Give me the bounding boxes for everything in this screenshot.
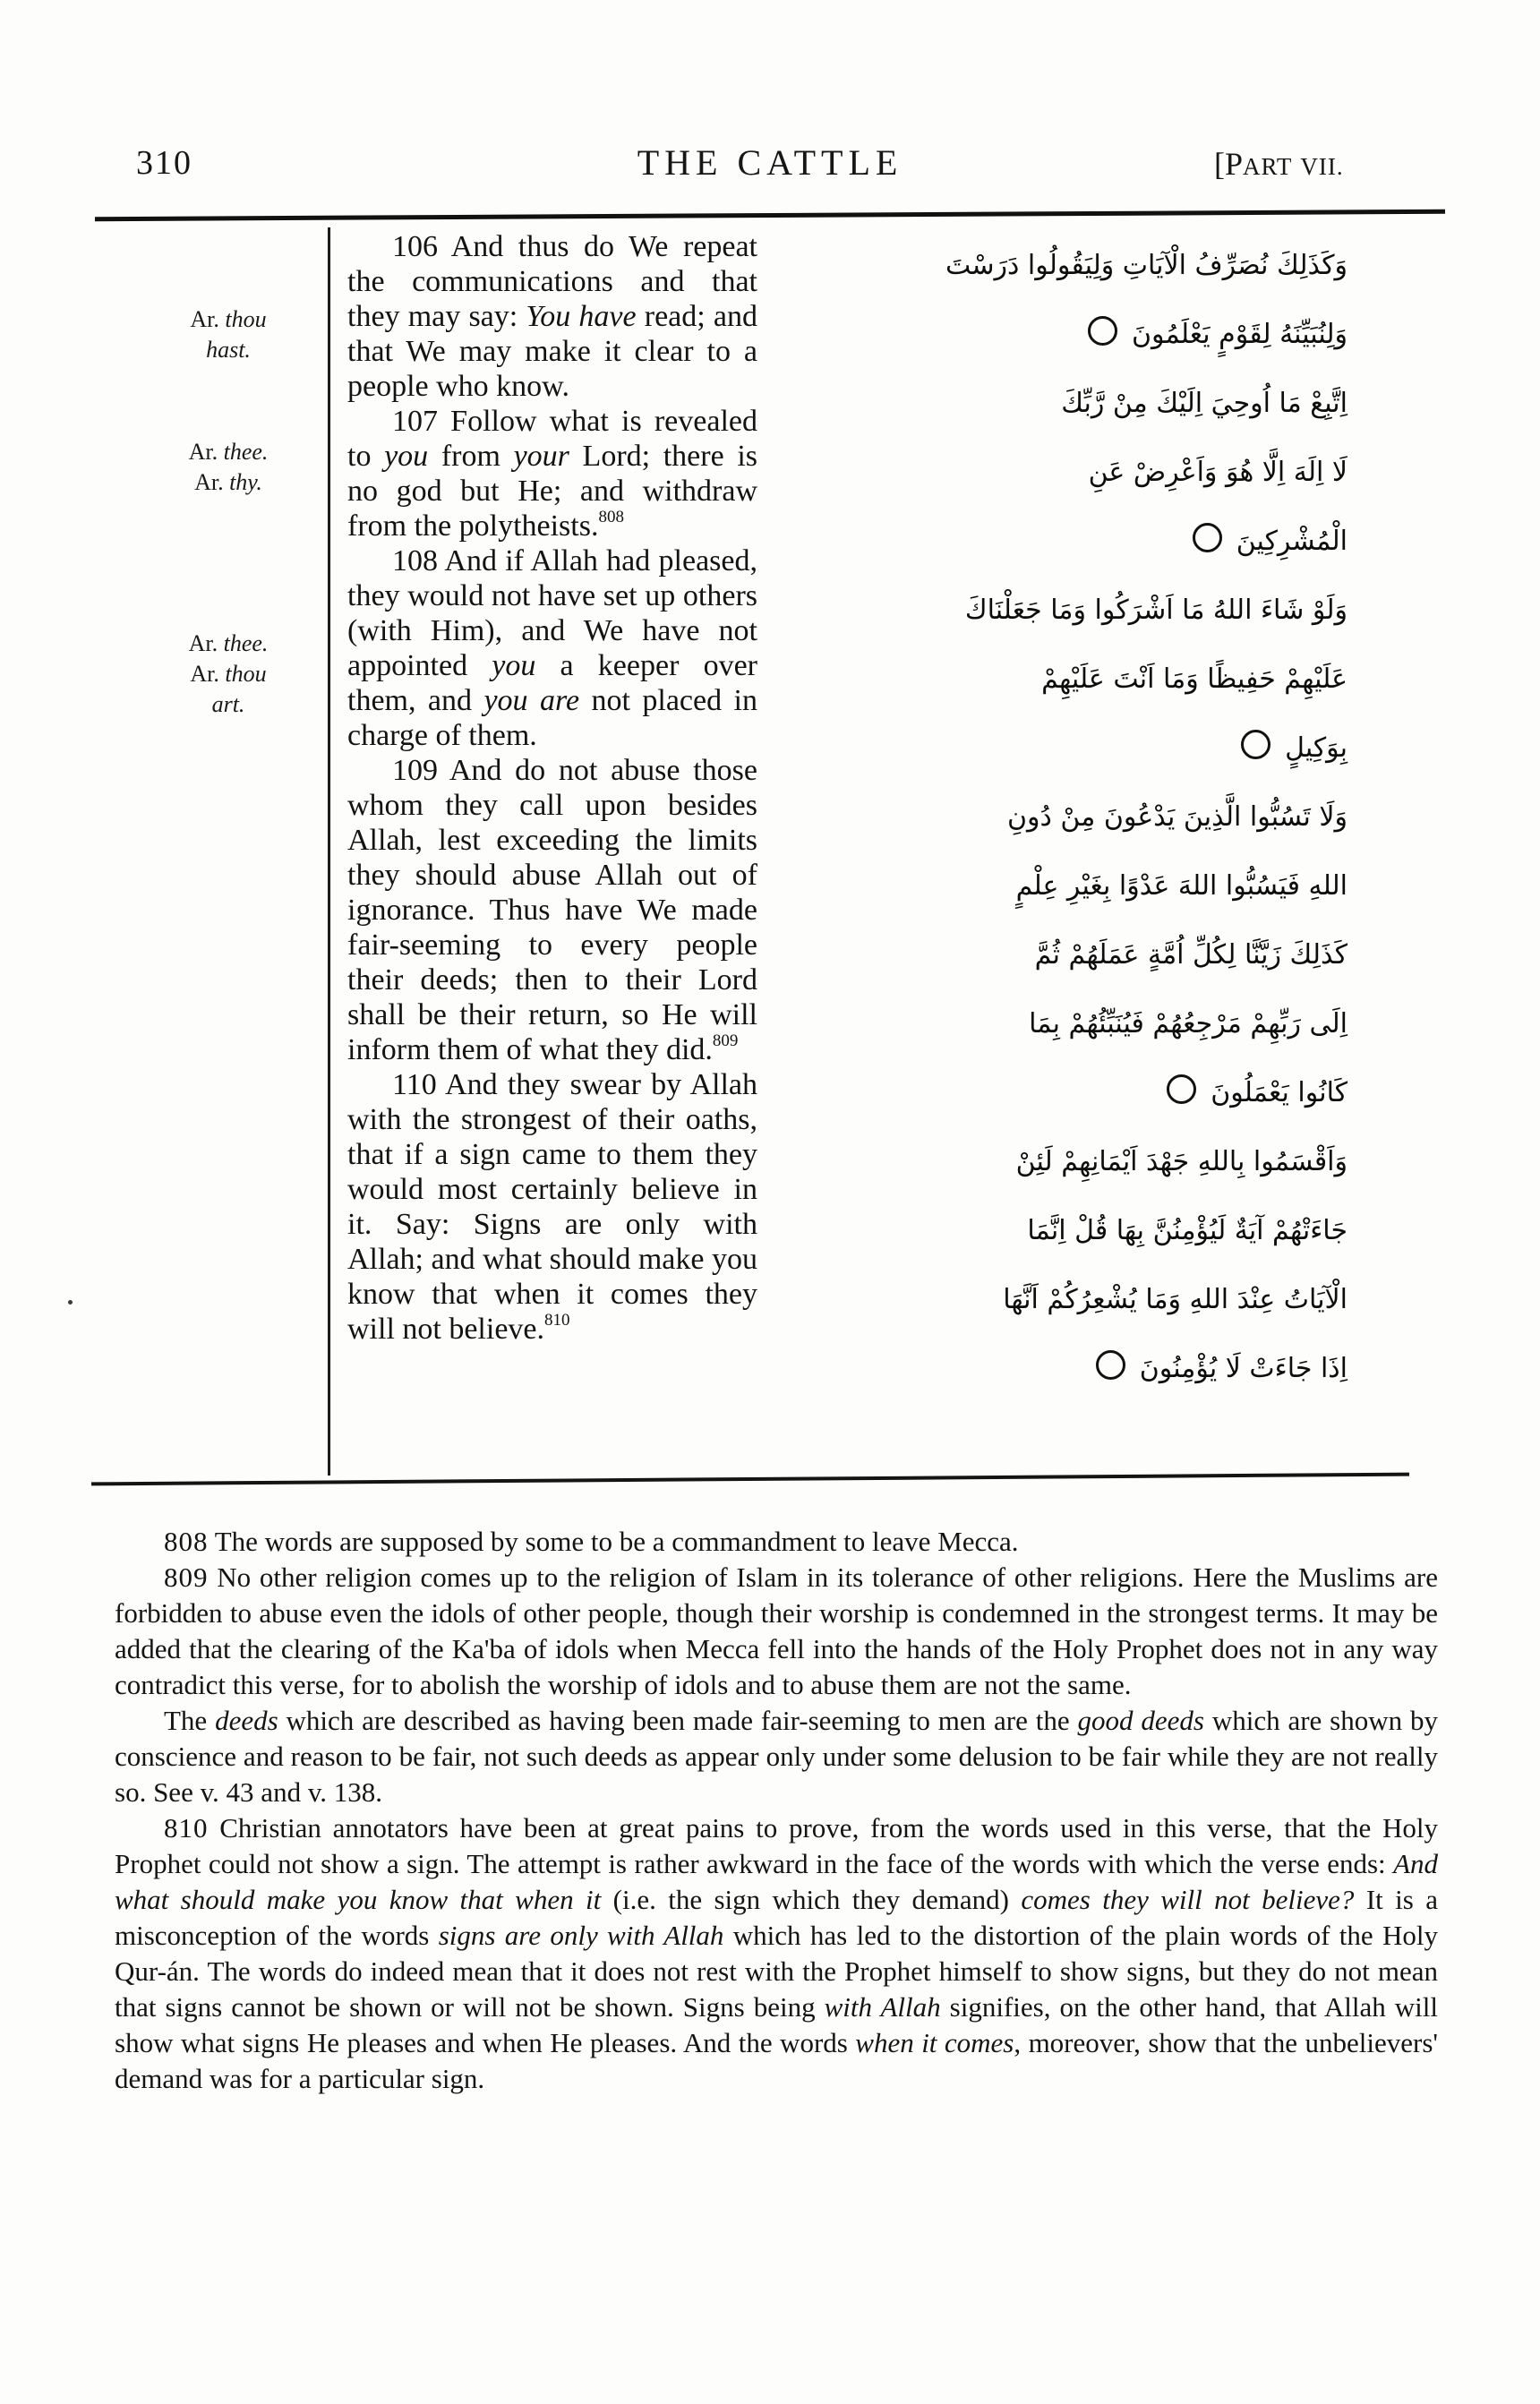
footnote-text: which are described as having been made fair-seeming to men are the <box>278 1705 1078 1736</box>
verse-text: a keeper over them, and <box>347 649 757 717</box>
footnote-text-italic: good deeds <box>1077 1705 1204 1736</box>
arabic-text: الْآيَاتُ عِنْدَ اللهِ وَمَا يُشْعِرُكُمْ اَنَّهَا <box>1003 1284 1348 1315</box>
margin-note-word: thy. <box>229 469 262 495</box>
ayah-end-circle-icon <box>1241 730 1270 759</box>
margin-note-line <box>125 335 331 365</box>
margin-note-word: thou <box>225 306 267 332</box>
margin-note-thou-hast <box>125 304 331 365</box>
verse-text-italic: your <box>513 440 569 473</box>
arabic-text: اِتَّبِعْ مَا اُوحِيَ اِلَيْكَ مِنْ رَّبِّكَ <box>1061 388 1348 419</box>
arabic-line <box>860 783 1348 851</box>
ayah-end-circle-icon <box>1167 1074 1196 1104</box>
ayah-end-circle-icon <box>1193 523 1222 552</box>
verse-107 <box>347 404 757 543</box>
arabic-text: وَكَذَلِكَ نُصَرِّفُ الْآيَاتِ وَلِيَقُولُوا دَرَسْتَ <box>945 250 1348 281</box>
verse-number: 106 <box>392 230 438 263</box>
footnote-text: signifies, on the other hand, that Allah will show what signs He pleases and when He pleases. And the words <box>115 1991 1438 2058</box>
arabic-line <box>860 300 1348 369</box>
margin-note-line <box>125 304 331 335</box>
verse-106 <box>347 229 757 404</box>
margin-note-prefix: Ar. <box>190 661 226 687</box>
footnote-810 <box>115 1810 1438 2097</box>
footnote-text-italic: with Allah <box>824 1991 941 2023</box>
verse-number: 109 <box>392 754 438 787</box>
verse-109 <box>347 753 757 1067</box>
verse-number: 110 <box>392 1068 437 1101</box>
part-small-caps: ART <box>1243 153 1293 180</box>
verse-text-italic: You have <box>526 300 637 333</box>
arabic-line <box>860 1334 1348 1403</box>
verse-text: And they swear by Allah with the strongest of their oaths, that if a sign came to them they would most certainly believe in it. Say: Signs are only with Allah; and what should make you know that when it comes they will not believe. <box>347 1068 757 1346</box>
footnote-808 <box>115 1524 1438 1560</box>
footnote-text-italic: when it comes <box>855 2027 1014 2058</box>
arabic-line <box>860 231 1348 300</box>
footnote-text: It is a misconception of the words <box>115 1884 1438 1951</box>
margin-note-thee-thy <box>125 437 331 498</box>
arabic-text: عَلَيْهِمْ حَفِيظًا وَمَا اَنْتَ عَلَيْهِمْ <box>1041 663 1348 695</box>
verse-text-italic: you are <box>483 684 580 717</box>
footnote-text: which has led to the distortion of the plain words of the Holy Qur-án. The words do indeed mean that it does not rest with the Prophet himself to show signs, but they do not mean that signs cannot be shown or will not be shown. Signs being <box>115 1920 1438 2023</box>
footnote-text: The <box>164 1705 216 1736</box>
margin-note-thee-thou-art <box>125 629 331 720</box>
arabic-text: اِلَى رَبِّهِمْ مَرْجِعُهُمْ فَيُنَبِّئُهُمْ بِمَا <box>1029 1008 1348 1039</box>
margin-note-word: art. <box>211 691 245 717</box>
footnote-ref-809: 809 <box>712 1031 739 1050</box>
footnote-text: , moreover, show that the unbelievers' demand was for a particular sign. <box>115 2027 1438 2094</box>
verse-text-italic: you <box>492 649 536 682</box>
arabic-text: كَانُوا يَعْمَلُونَ <box>1211 1077 1348 1108</box>
arabic-text: جَاءَتْهُمْ آيَةٌ لَيُؤْمِنُنَّ بِهَا قُلْ اِنَّمَا <box>1027 1215 1348 1246</box>
arabic-text: اللهِ فَيَسُبُّوا اللهَ عَدْوًا بِغَيْرِ عِلْمٍ <box>1015 870 1348 902</box>
margin-note-line <box>125 629 331 659</box>
arabic-line <box>860 1058 1348 1127</box>
margin-note-prefix: Ar. <box>194 469 230 495</box>
scan-speck <box>68 1300 73 1305</box>
ayah-end-circle-icon <box>1096 1350 1125 1380</box>
verse-text: And thus do We repeat the communications and that they may say: <box>347 230 757 333</box>
verse-108 <box>347 543 757 753</box>
margin-note-line <box>125 689 331 720</box>
verse-text: not placed in charge of them. <box>347 684 757 752</box>
margin-note-word: thou <box>225 661 267 687</box>
verse-text-italic: you <box>384 440 429 473</box>
footnote-number: 809 <box>164 1561 209 1593</box>
margin-note-prefix: Ar. <box>190 306 226 332</box>
arabic-line <box>860 1265 1348 1334</box>
margin-note-line <box>125 467 331 498</box>
arabic-text: وَلِنُبَيِّنَهُ لِقَوْمٍ يَعْلَمُونَ <box>1131 319 1348 350</box>
arabic-text: لَا اِلَهَ اِلَّا هُوَ وَاَعْرِضْ عَنِ <box>1088 457 1348 488</box>
margin-note-word: thee. <box>223 439 269 465</box>
arabic-line <box>860 1127 1348 1196</box>
footnote-text-italic: comes they will not believe? <box>1021 1884 1355 1915</box>
footnote-ref-808: 808 <box>598 508 624 526</box>
footnote-number: 810 <box>164 1812 209 1844</box>
translation-column <box>347 229 757 1347</box>
part-numeral: VII. <box>1300 153 1344 180</box>
part-label <box>1214 145 1344 183</box>
arabic-line <box>860 851 1348 920</box>
arabic-line <box>860 1196 1348 1265</box>
verse-text: Lord; there is no god but He; and withdraw from the polytheists. <box>347 440 758 543</box>
arabic-line <box>860 576 1348 645</box>
verse-text: And do not abuse those whom they call upon besides Allah, lest exceeding the limits they should abuse Allah out of ignorance. Thus have We made fair-seeming to every people their deeds; then to their Lord shall be their return, so He will inform them of what they did. <box>347 754 757 1066</box>
header-rule <box>95 210 1445 221</box>
footnote-text: The words are supposed by some to be a commandment to leave Mecca. <box>208 1526 1019 1557</box>
arabic-text: اِذَا جَاءَتْ لَا يُؤْمِنُونَ <box>1139 1353 1348 1384</box>
footnote-text: (i.e. the sign which they demand) <box>601 1884 1022 1915</box>
margin-note-line <box>125 437 331 467</box>
margin-note-line <box>125 659 331 689</box>
footnote-deeds-paragraph <box>115 1703 1438 1810</box>
verse-text: And if Allah had pleased, they would not have set up others (with Him), and We have not appointed <box>347 544 757 682</box>
footnote-text-italic: And what should make you know that when it <box>115 1848 1438 1915</box>
footnote-809 <box>115 1560 1438 1703</box>
footnote-text: No other religion comes up to the religion of Islam in its tolerance of other religions. Here the Muslims are forbidden to abuse even the idols of other people, though their worship is condemned in the strongest terms. It may be added that the clearing of the Ka'ba of idols when Mecca fell into the hands of the Holy Prophet does not in any way contradict this verse, for to abolish the worship of idols and to abuse them are not the same. <box>115 1561 1438 1700</box>
verse-text: Follow what is revealed to <box>347 405 757 473</box>
verse-text: read; and that We may make it clear to a people who know. <box>347 300 757 403</box>
footnote-separator-rule <box>91 1473 1409 1486</box>
footnote-text: which are shown by conscience and reason to be fair, not such deeds as appear only under some delusion to be fair while they are not really so. See v. 43 and v. 138. <box>115 1705 1438 1808</box>
verse-text: from <box>428 440 514 473</box>
arabic-text: وَلَوْ شَاءَ اللهُ مَا اَشْرَكُوا وَمَا جَعَلْنَاكَ <box>964 595 1348 626</box>
footnote-text-italic: signs are only with Allah <box>438 1920 724 1951</box>
arabic-text-column <box>860 231 1348 1403</box>
arabic-text: كَذَلِكَ زَيَّنَّا لِكُلِّ اُمَّةٍ عَمَلَهُمْ ثُمَّ <box>1034 939 1348 971</box>
arabic-line <box>860 645 1348 714</box>
arabic-line <box>860 369 1348 438</box>
arabic-line <box>860 920 1348 989</box>
margin-note-prefix: Ar. <box>188 439 224 465</box>
ayah-end-circle-icon <box>1088 316 1117 346</box>
margin-note-prefix: Ar. <box>188 630 224 656</box>
footnotes-section <box>115 1524 1438 2097</box>
verse-number: 108 <box>392 544 438 577</box>
part-open: [P <box>1214 146 1244 182</box>
margin-note-word: thee. <box>223 630 269 656</box>
arabic-text: وَلَا تَسُبُّوا الَّذِينَ يَدْعُونَ مِنْ دُونِ <box>1007 801 1348 833</box>
arabic-text: بِوَكِيلٍ <box>1285 732 1348 764</box>
footnote-text-italic: deeds <box>215 1705 278 1736</box>
arabic-line <box>860 989 1348 1058</box>
arabic-line <box>860 507 1348 576</box>
arabic-text: الْمُشْرِكِينَ <box>1236 526 1348 557</box>
column-divider-rule <box>328 227 330 1476</box>
footnote-text: Christian annotators have been at great pains to prove, from the words used in this verse, that the Holy Prophet could not show a sign. The attempt is rather awkward in the face of the words with which the verse ends: <box>115 1812 1438 1879</box>
page-number: 310 <box>136 144 192 182</box>
arabic-line <box>860 714 1348 783</box>
verse-110 <box>347 1067 757 1347</box>
footnote-number: 808 <box>164 1526 209 1557</box>
arabic-text: وَاَقْسَمُوا بِاللهِ جَهْدَ اَيْمَانِهِمْ لَئِنْ <box>1015 1146 1348 1177</box>
arabic-line <box>860 438 1348 507</box>
margin-note-word: hast. <box>206 337 251 363</box>
verse-number: 107 <box>392 405 438 438</box>
footnote-ref-810: 810 <box>544 1311 570 1330</box>
chapter-title: THE CATTLE <box>637 142 903 183</box>
